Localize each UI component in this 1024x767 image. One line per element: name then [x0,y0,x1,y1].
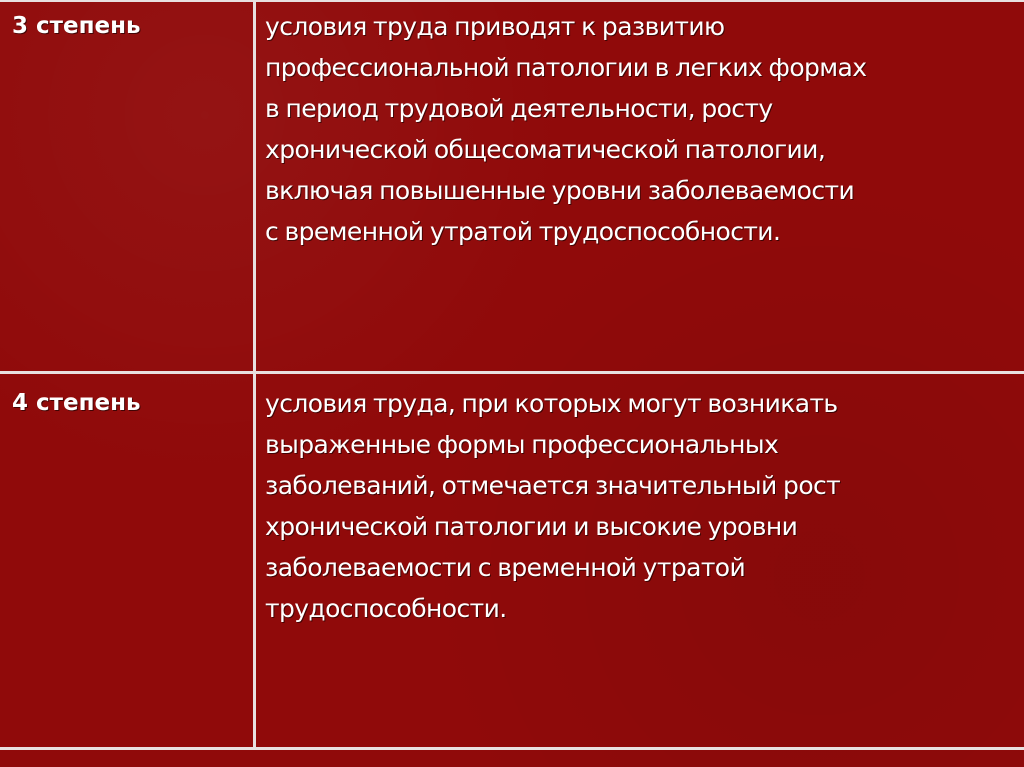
row-description-degree-4 [265,383,1017,629]
description-line: условия труда, при которых могут возникать [265,389,838,418]
description-line: условия труда приводят к развитию [265,12,725,41]
row-description-degree-3 [265,6,1017,252]
row-label-degree-3: 3 степень [12,13,141,39]
description-line: с временной утратой трудоспособности. [265,217,781,246]
description-line: в период трудовой деятельности, росту [265,94,773,123]
description-line: выраженные формы профессиональных [265,430,779,459]
description-line: заболеваний, отмечается значительный рост [265,471,841,500]
description-line: трудоспособности. [265,594,507,623]
table-border-top [0,0,1024,2]
description-line: хронической патологии и высокие уровни [265,512,798,541]
table-row-divider [0,371,1024,374]
description-line: включая повышенные уровни заболеваемости [265,176,855,205]
description-line: заболеваемости с временной утратой [265,553,746,582]
row-label-degree-4: 4 степень [12,390,141,416]
table-column-divider [253,0,256,750]
description-line: профессиональной патологии в легких формах [265,53,867,82]
description-line: хронической общесоматической патологии, [265,135,826,164]
table-border-bottom [0,747,1024,750]
